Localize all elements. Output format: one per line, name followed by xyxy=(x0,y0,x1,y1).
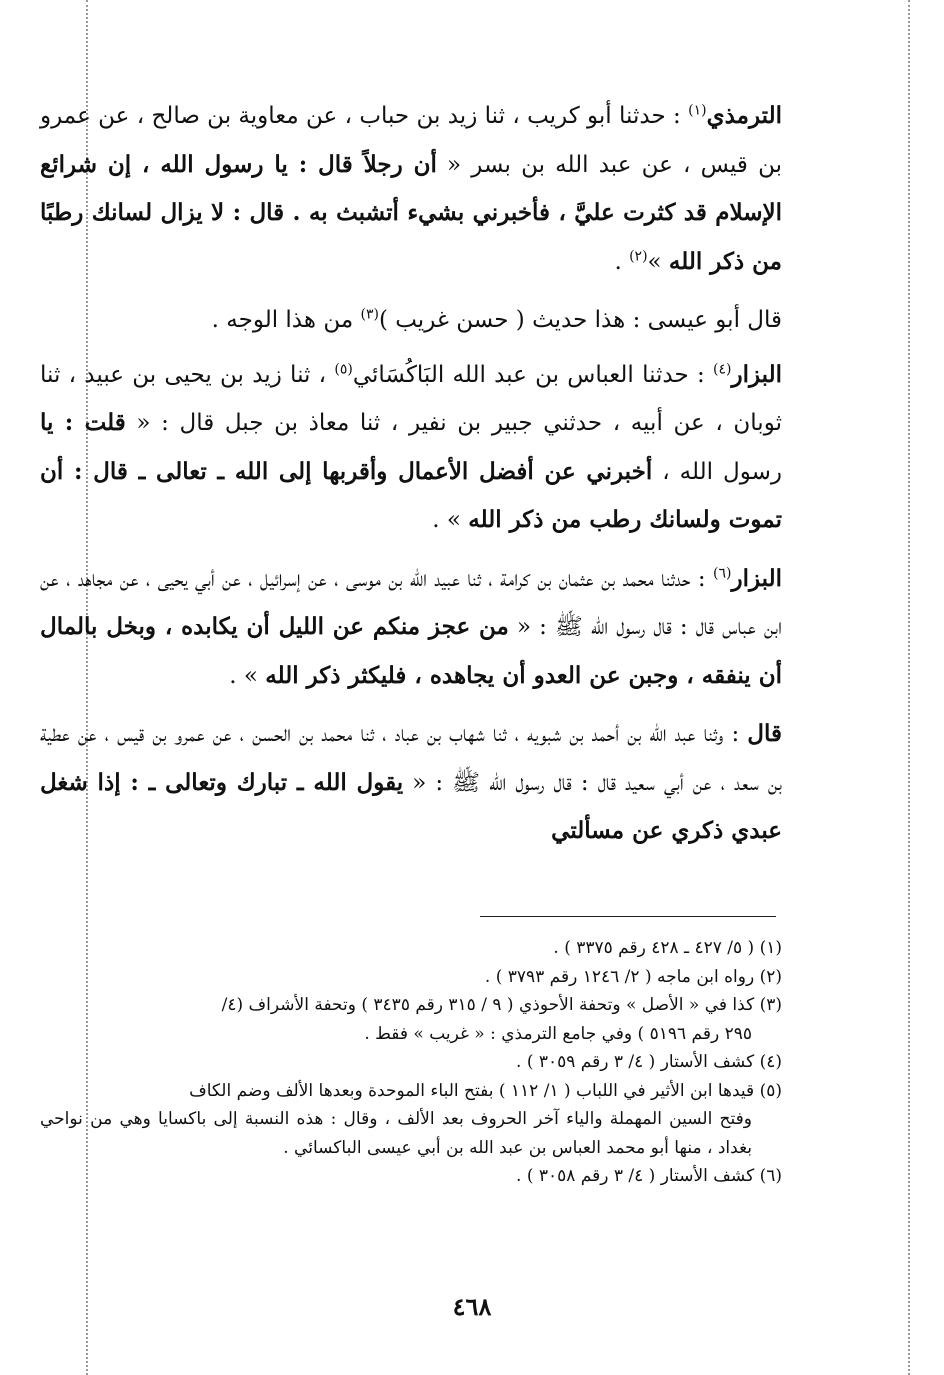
footnote-number: (٢) xyxy=(759,966,782,987)
source-name: قال xyxy=(747,720,782,747)
footnote-3 xyxy=(40,991,782,1048)
end-mark: » . xyxy=(229,662,258,689)
footnote-ref: (٥) xyxy=(334,360,353,377)
footnote-separator xyxy=(480,916,776,917)
source-name: البزار xyxy=(731,564,782,592)
address-text: رسول الله ، xyxy=(662,458,783,485)
hadith-text-2: أخبرني عن أفضل الأعمال وأقربها إلى الله ـ تعالى ـ قال : أن تموت ولسانك رطب من ذكر الله xyxy=(40,457,782,533)
footnote-text: كشف الأستار ( ٤/ ٣ رقم ٣٠٥٩ ) . xyxy=(516,1052,755,1072)
footnote-2 xyxy=(40,963,782,992)
footnote-ref: (٤) xyxy=(713,360,732,377)
footnote-ref: (٣) xyxy=(360,306,379,323)
page-edge-dots-right xyxy=(908,0,910,1375)
footnote-ref: (٢) xyxy=(629,247,648,264)
footnote-4 xyxy=(40,1048,782,1077)
footnote-text: قيدها ابن الأثير في اللباب ( ١/ ١١٢ ) بفتح الباء الموحدة وبعدها الألف وضم الكاف xyxy=(189,1080,755,1101)
paragraph-4 xyxy=(40,555,782,701)
end-mark: » . xyxy=(432,507,461,533)
chain-text-2: ، ثنا زيد بن يحيى بن عبيد ، ثنا ثوبان ، عن أبيه ، حدثني جبير بن نفير ، ثنا معاذ بن جبل قال : « xyxy=(40,361,782,436)
end-mark: . xyxy=(614,248,622,275)
grading-text: قال أبو عيسى : هذا حديث ( حسن غريب ) xyxy=(378,307,782,333)
footnote-text: رواه ابن ماجه ( ٢/ ١٢٤٦ رقم ٣٧٩٣ ) . xyxy=(484,966,755,987)
footnote-number: (٣) xyxy=(759,995,782,1015)
footnote-5 xyxy=(40,1077,782,1163)
grading-tail: من هذا الوجه . xyxy=(211,307,354,333)
footnote-number: (٥) xyxy=(759,1080,782,1101)
source-name: البزار xyxy=(731,360,782,388)
main-text xyxy=(40,92,782,866)
paragraph-2 xyxy=(40,296,782,345)
paragraph-1 xyxy=(40,92,782,286)
paragraph-3 xyxy=(40,351,782,545)
footnote-number: (٦) xyxy=(759,1166,782,1186)
chain-text: : حدثنا أبو كريب ، ثنا زيد بن حباب ، عن معاوية بن صالح ، عن عمرو بن قيس ، عن عبد الله بن بسر « xyxy=(40,103,782,178)
footnote-ref: (٦) xyxy=(713,564,732,581)
quote-close: » xyxy=(647,248,662,275)
page-number: ٤٦٨ xyxy=(452,1292,492,1321)
footnote-ref: (١) xyxy=(688,102,707,119)
hadith-text: قلت : يا xyxy=(40,409,126,436)
hadith-text: أن رجلاً قال : يا رسول الله ، إن شرائع الإسلام قد كثرت عليَّ ، فأخبرني بشيء أتشبث به . قال : لا يزال لسانك رطبًا من ذكر الله xyxy=(40,150,782,275)
footnote-1 xyxy=(40,934,782,963)
footnote-6 xyxy=(40,1162,782,1191)
footnote-text: كذا في « الأصل » وتحفة الأحوذي ( ٩ / ٣١٥ رقم ٣٤٣٥ ) وتحفة الأشراف (٤/ xyxy=(221,995,755,1015)
hadith-text: يقول الله ـ تبارك وتعالى ـ : إذا شغل عبدي ذكري عن مسألتي xyxy=(40,768,782,844)
footnote-number: (١) xyxy=(759,938,782,958)
footnote-continuation: وفتح السين المهملة والياء آخر الحروف بعد الألف ، وقال : هذه النسبة إلى باكسايا وهي من نواحي بغداد ، منها أبو محمد العباس بن عبد الله بن أبي عيسى الباكسائي . xyxy=(40,1109,752,1158)
footnote-continuation: ٢٩٥ رقم ٥١٩٦ ) وفي جامع الترمذي : « غريب » فقط . xyxy=(364,1023,752,1044)
chain-text: : حدثنا محمد بن عثمان بن كرامة ، ثنا عبيد الله بن موسى ، عن إسرائيل ، عن أبي يحيى ، عن مجاهد ، عن ابن عباس قال : قال رسول الله ﷺ : « xyxy=(40,565,782,640)
footnote-text: كشف الأستار ( ٤/ ٣ رقم ٣٠٥٨ ) . xyxy=(516,1166,755,1186)
source-name: الترمذي xyxy=(706,102,782,129)
paragraph-5 xyxy=(40,710,782,856)
footnote-text: ( ٥/ ٤٢٧ ـ ٤٢٨ رقم ٣٣٧٥ ) . xyxy=(553,938,755,958)
chain-text: : وثنا عبد الله بن أحمد بن شبويه ، ثنا شهاب بن عباد ، ثنا محمد بن الحسن ، عن عمرو بن قيس ، عن عطية بن سعد ، عن أبي سعيد قال : قال رسول الله ﷺ : « xyxy=(40,721,783,796)
footnote-number: (٤) xyxy=(759,1052,782,1072)
chain-text: : حدثنا العباس بن عبد الله البَاكُسَائي xyxy=(352,361,705,388)
hadith-text: من عجز منكم عن الليل أن يكابده ، وبخل بالمال أن ينفقه ، وجبن عن العدو أن يجاهده ، فليكثر ذكر الله xyxy=(40,613,782,689)
footnotes xyxy=(40,934,782,1191)
